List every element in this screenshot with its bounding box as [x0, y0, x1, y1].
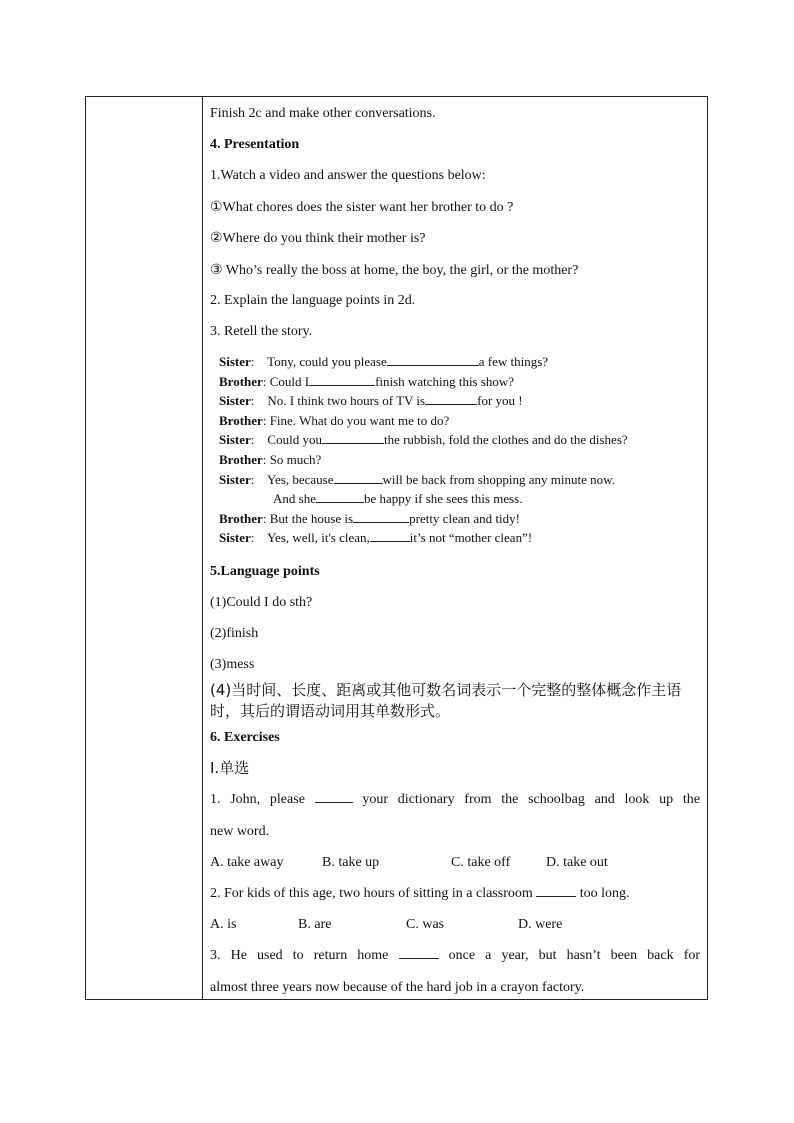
language-points-heading: 5.Language points: [210, 564, 320, 579]
answer-blank: [399, 947, 439, 959]
dialogue-line: Sister: Could you the rubbish, fold the clothes and do the dishes?: [219, 432, 628, 447]
option-a: A. take away: [210, 855, 284, 870]
dialogue-text: will be back from shopping any minute now.: [382, 472, 615, 487]
speaker-label: Brother: [219, 374, 263, 389]
fill-blank: [425, 393, 477, 405]
question-2: ②Where do you think their mother is?: [210, 231, 426, 246]
dialogue-text: it’s not “mother clean”!: [409, 530, 533, 545]
speaker-label: Brother: [219, 511, 263, 526]
option-b: B. are: [298, 917, 332, 932]
fill-blank: [370, 530, 410, 542]
speaker-label: Brother: [219, 452, 263, 467]
presentation-step-2: 2. Explain the language points in 2d.: [210, 293, 416, 308]
dialogue-text: So much?: [269, 452, 322, 467]
presentation-step-3: 3. Retell the story.: [210, 324, 313, 339]
answer-blank: [315, 791, 353, 803]
option-c: C. take off: [451, 855, 511, 870]
exercise-1-line-1: [210, 791, 700, 809]
question-3: ③ Who’s really the boss at home, the boy, the girl, or the mother?: [210, 263, 579, 278]
dialogue-text: Could I: [269, 374, 310, 389]
exercise-text: 2. For kids of this age, two hours of sitting in a classroom: [210, 886, 533, 901]
dialogue-line: Sister: Tony, could you please a few things?: [219, 354, 549, 369]
fill-blank: [334, 472, 383, 484]
option-a: A. is: [210, 917, 237, 932]
dialogue-text: pretty clean and tidy!: [409, 511, 520, 526]
exercise-2: [210, 885, 630, 903]
exercise-section-label: Ⅰ.单选: [210, 759, 250, 777]
language-point-3: (3)mess: [210, 657, 255, 672]
language-point-2: (2)finish: [210, 626, 259, 641]
dialogue-line: Sister: No. I think two hours of TV is for you !: [219, 393, 523, 408]
speaker-label: Sister: [219, 472, 251, 487]
dialogue-text: Yes, because: [266, 472, 334, 487]
finish-2c-text: Finish 2c and make other conversations.: [210, 106, 436, 121]
speaker-label: Sister: [219, 432, 251, 447]
option-d: D. take out: [546, 855, 608, 870]
dialogue-text: the rubbish, fold the clothes and do the dishes?: [383, 432, 628, 447]
dialogue-text: be happy if she sees this mess.: [363, 491, 523, 506]
option-c: C. was: [406, 917, 445, 932]
fill-blank: [353, 511, 409, 523]
column-divider: [202, 97, 203, 999]
answer-blank: [536, 885, 576, 897]
exercise-text: your dictionary from the schoolbag and look up the: [362, 792, 701, 807]
speaker-label: Sister: [219, 354, 251, 369]
language-point-4-line-1: (4)当时间、长度、距离或其他可数名词表示一个完整的整体概念作主语: [210, 681, 682, 699]
lesson-table: [85, 96, 708, 1000]
speaker-label: Sister: [219, 393, 251, 408]
presentation-step-1: 1.Watch a video and answer the questions below:: [210, 168, 486, 183]
fill-blank: [316, 491, 364, 503]
dialogue-text: for you !: [477, 393, 523, 408]
dialogue-line: Sister: Yes, because will be back from shopping any minute now.: [219, 472, 615, 487]
language-point-1: (1)Could I do sth?: [210, 595, 313, 610]
question-1: ①What chores does the sister want her brother to do ?: [210, 200, 514, 215]
dialogue-text: Tony, could you please: [267, 354, 387, 369]
exercises-heading: 6. Exercises: [210, 730, 280, 745]
exercise-text: too long.: [579, 886, 630, 901]
fill-blank: [387, 354, 479, 366]
exercise-text: 3. He used to return home: [210, 948, 389, 963]
option-d: D. were: [518, 917, 563, 932]
exercise-3-line-1: [210, 947, 700, 965]
dialogue-line: [273, 490, 522, 508]
option-b: B. take up: [322, 855, 380, 870]
dialogue-text: But the house is: [269, 511, 354, 526]
dialogue-text: No. I think two hours of TV is: [267, 393, 426, 408]
exercise-text: 1. John, please: [210, 792, 305, 807]
dialogue-text: finish watching this show?: [375, 374, 515, 389]
language-point-4-line-2: 时，其后的谓语动词用其单数形式。: [210, 702, 451, 720]
exercise-text: once a year, but hasn’t been back for: [448, 948, 701, 963]
dialogue-text: a few things?: [478, 354, 549, 369]
dialogue-text: And she: [273, 491, 316, 506]
dialogue-line: Brother: Fine. What do you want me to do?: [219, 413, 450, 428]
dialogue-line: Brother: But the house is pretty clean and tidy!: [219, 511, 520, 526]
dialogue-text: Yes, well, it's clean,: [266, 530, 370, 545]
dialogue-text: Could you: [267, 432, 322, 447]
speaker-label: Brother: [219, 413, 263, 428]
speaker-label: Sister: [219, 530, 251, 545]
exercise-1-line-2: new word.: [210, 824, 270, 839]
presentation-heading: 4. Presentation: [210, 137, 300, 152]
fill-blank: [309, 374, 375, 386]
exercise-3-line-2: almost three years now because of the hard job in a crayon factory.: [210, 980, 585, 995]
dialogue-line: Sister: Yes, well, it's clean, it’s not “mother clean”!: [219, 530, 533, 545]
fill-blank: [322, 432, 384, 444]
dialogue-text: Fine. What do you want me to do?: [269, 413, 450, 428]
dialogue-line: Brother: Could I finish watching this show?: [219, 374, 515, 389]
dialogue-line: Brother: So much?: [219, 452, 322, 467]
